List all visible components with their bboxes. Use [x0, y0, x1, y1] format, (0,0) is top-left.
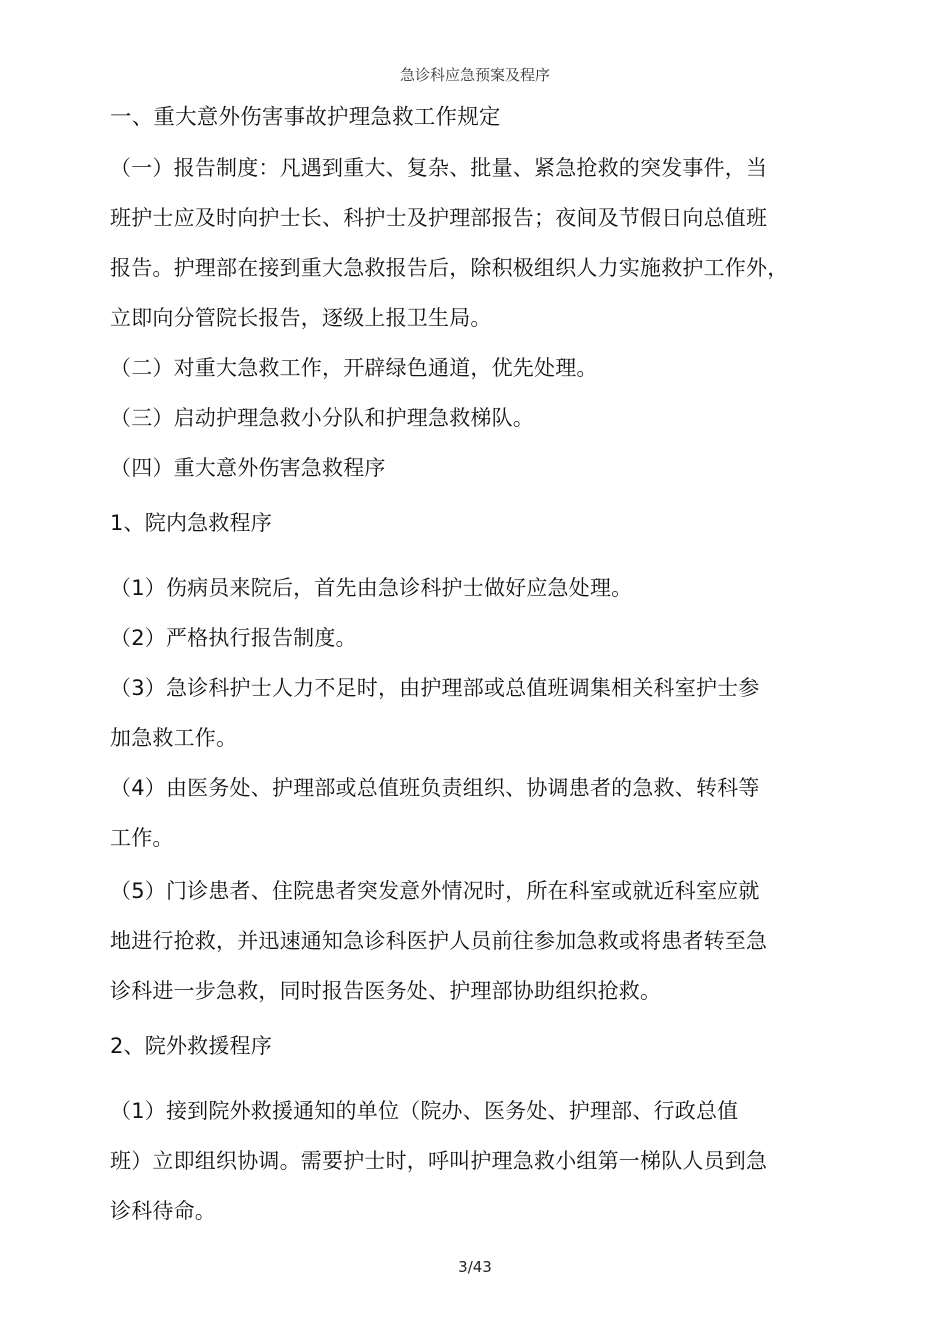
list-item: （1）伤病员来院后，首先由急诊科护士做好应急处理。 [110, 576, 633, 600]
list-item-continuation: 班）立即组织协调。需要护士时，呼叫护理急救小组第一梯队人员到急 [110, 1149, 768, 1173]
page-number: 3/43 [458, 1258, 492, 1276]
list-item: （2）严格执行报告制度。 [110, 626, 357, 650]
list-item: （1）接到院外救援通知的单位（院办、医务处、护理部、行政总值 [110, 1099, 739, 1123]
list-item-continuation: 诊科待命。 [110, 1199, 216, 1223]
list-item: （5）门诊患者、住院患者突发意外情况时，所在科室或就近科室应就 [110, 879, 760, 903]
subsection-heading: 1、院内急救程序 [110, 511, 272, 535]
subsection-heading: （四）重大意外伤害急救程序 [110, 456, 386, 480]
paragraph-line: 立即向分管院长报告，逐级上报卫生局。 [110, 306, 492, 330]
subsection-heading: 2、院外救援程序 [110, 1034, 272, 1058]
paragraph-line: （二）对重大急救工作，开辟绿色通道，优先处理。 [110, 356, 598, 380]
paragraph-line: （三）启动护理急救小分队和护理急救梯队。 [110, 406, 534, 430]
section-heading: 一、重大意外伤害事故护理急救工作规定 [110, 105, 501, 130]
list-item-continuation: 诊科进一步急救，同时报告医务处、护理部协助组织抢救。 [110, 979, 662, 1003]
list-item: （4）由医务处、护理部或总值班负责组织、协调患者的急救、转科等 [110, 776, 760, 800]
list-item-continuation: 工作。 [110, 826, 174, 850]
list-item-continuation: 地进行抢救，并迅速通知急诊科医护人员前往参加急救或将患者转至急 [110, 929, 768, 953]
list-item-continuation: 加急救工作。 [110, 726, 238, 750]
paragraph-line: （一）报告制度：凡遇到重大、复杂、批量、紧急抢救的突发事件，当 [110, 156, 768, 180]
paragraph-line: 班护士应及时向护士长、科护士及护理部报告；夜间及节假日向总值班 [110, 206, 768, 230]
running-header: 急诊科应急预案及程序 [399, 66, 550, 84]
paragraph-line: 报告。护理部在接到重大急救报告后，除积极组织人力实施救护工作外， [110, 256, 789, 280]
list-item: （3）急诊科护士人力不足时，由护理部或总值班调集相关科室护士参 [110, 676, 760, 700]
